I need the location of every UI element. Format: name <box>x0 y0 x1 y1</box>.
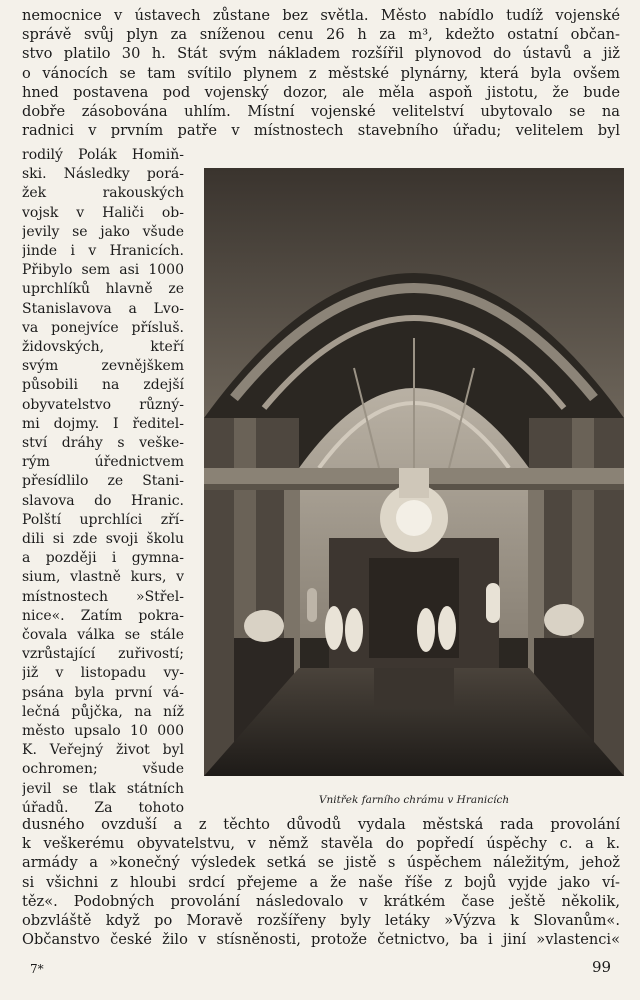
text-line: město upsalo 10 000 <box>22 723 184 739</box>
text-line: a později i gymna- <box>22 550 184 567</box>
text-line: nemocnice v ústavech zůstane bez světla. Město nabídlo tudíž vojenské <box>22 7 620 24</box>
text-line: vojsk v Haliči ob- <box>22 204 184 221</box>
text-line: místnostech »Střel- <box>22 588 184 605</box>
text-line: již v listopadu vy- <box>22 665 184 682</box>
text-line: si všichni z hloubi srdcí přejeme a že naše říše z bojů vyjde jako ví- <box>22 873 620 891</box>
text-line: slavova do Hranic. <box>22 492 184 509</box>
church-interior-photo <box>204 168 624 776</box>
text-line: úřadů. Za tohoto <box>22 799 184 816</box>
text-line: lečná půjčka, na níž <box>22 703 184 720</box>
text-line: radnici v prvním patře v místnostech stavebního úřadu; velitelem byl <box>22 122 620 140</box>
text-line: psána byla první vá- <box>22 684 184 701</box>
text-line: sium, vlastně kurs, v <box>22 569 184 586</box>
text-line: jevily se jako všude <box>22 223 184 240</box>
text-line: nice«. Zatím pokra- <box>22 607 184 624</box>
text-line: židovských, kteří <box>22 339 184 355</box>
printer-signature-mark: 7* <box>30 962 44 976</box>
text-line: K. Veřejný život byl <box>22 742 184 759</box>
text-line: mi dojmy. I ředitel- <box>22 415 184 432</box>
text-line: ski. Následky porá- <box>22 166 184 183</box>
text-line: vzrůstající zuřivostí; <box>22 646 184 663</box>
figure-caption: Vnitřek farního chrámu v Hranicích <box>318 794 510 806</box>
text-line: stvo platilo 30 h. Stát svým nákladem rozšířil plynovod do ústavů a již <box>22 45 620 63</box>
text-line: obzvláště když po Moravě rozšířeny byly letáky »Výzva k Slovanům«. <box>22 912 620 929</box>
text-line: jinde i v Hranicích. <box>22 243 184 259</box>
text-line: jevil se tlak státních <box>22 780 184 797</box>
text-line: dusného ovzduší a z těchto důvodů vydala městská rada provolání <box>22 816 620 833</box>
text-line: těz«. Podobných provolání následovalo v krátkém čase ještě několik, <box>22 892 620 910</box>
text-line: Přibylo sem asi 1000 <box>22 262 184 279</box>
text-line: dobře zásobována uhlím. Místní vojenské velitelství ubytovalo se na <box>22 103 620 120</box>
text-line: uprchlíků hlavně ze <box>22 281 184 298</box>
page-number: 99 <box>592 958 612 976</box>
text-line: žek rakouských <box>22 185 184 202</box>
church-interior-illustration <box>204 168 624 776</box>
text-line: Stanislavova a Lvo- <box>22 300 184 317</box>
text-line: přesídlilo ze Stani- <box>22 473 184 490</box>
text-line: k veškerému obyvatelstvu, v němž stavěla do popředí úspěchy c. a k. <box>22 835 620 853</box>
text-line: svým zevnějškem <box>22 358 184 375</box>
text-line: obyvatelstvo různý- <box>22 396 184 413</box>
text-line: správě svůj plyn za sníženou cenu 26 h za m³, kdežto ostatní občan- <box>22 26 620 44</box>
text-line: rodilý Polák Homiň- <box>22 147 184 163</box>
text-line: působili na zdejší <box>22 377 184 394</box>
text-line: o vánocích se tam svítilo plynem z městské plynárny, která byla ovšem <box>22 64 620 82</box>
text-line: hned postavena pod vojenský dozor, ale měla aspoň jistotu, že bude <box>22 83 620 101</box>
text-line: rým úřednictvem <box>22 454 184 471</box>
text-line: ství dráhy s veške- <box>22 435 184 451</box>
text-line: dili si zde svoji školu <box>22 531 184 547</box>
text-line: Občanstvo české žilo v stísněnosti, protože četnictvo, ba i jiní »vlastenci« <box>22 931 620 949</box>
text-line: ochromen; všude <box>22 761 184 778</box>
text-line: armády a »konečný výsledek setká se jistě s úspěchem náležitým, jehož <box>22 854 620 872</box>
text-line: Polští uprchlíci zří- <box>22 511 184 528</box>
text-line: čovala válka se stále <box>22 627 184 643</box>
text-line: va ponejvíce přísluš. <box>22 319 184 336</box>
